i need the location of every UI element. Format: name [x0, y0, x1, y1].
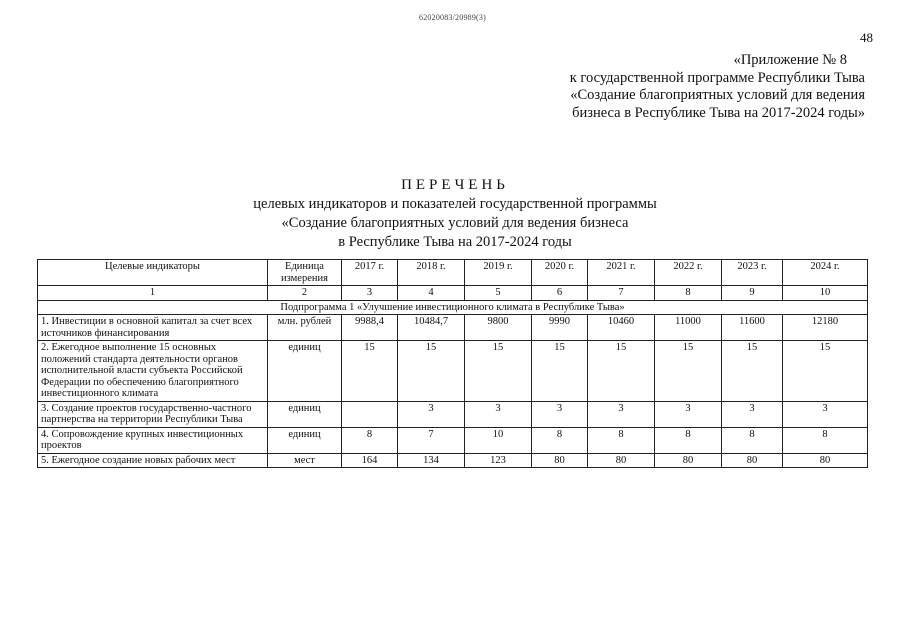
value-cell: 8	[342, 427, 398, 453]
value-cell: 3	[588, 401, 655, 427]
value-cell: 15	[783, 341, 868, 402]
indicator-cell: 5. Ежегодное создание новых рабочих мест	[38, 453, 268, 468]
table-row	[38, 401, 868, 427]
value-cell: 164	[342, 453, 398, 468]
value-cell: 3	[655, 401, 722, 427]
value-cell: 3	[722, 401, 783, 427]
index-cell: 4	[398, 286, 465, 301]
unit-cell: мест	[268, 453, 342, 468]
indicator-cell: 4. Сопровождение крупных инвестиционных проектов	[38, 427, 268, 453]
header-cell: 2023 г.	[722, 260, 783, 286]
value-cell: 8	[532, 427, 588, 453]
value-cell	[342, 401, 398, 427]
value-cell: 80	[655, 453, 722, 468]
page-number: 48	[860, 30, 873, 45]
value-cell: 3	[398, 401, 465, 427]
index-cell: 7	[588, 286, 655, 301]
value-cell: 9990	[532, 315, 588, 341]
value-cell: 3	[465, 401, 532, 427]
value-cell: 12180	[783, 315, 868, 341]
header-cell: 2018 г.	[398, 260, 465, 286]
value-cell: 80	[783, 453, 868, 468]
value-cell: 8	[655, 427, 722, 453]
header-cell: Целевые индикаторы	[38, 260, 268, 286]
value-cell: 7	[398, 427, 465, 453]
annex-line: бизнеса в Республике Тыва на 2017-2024 годы»	[572, 104, 865, 121]
index-cell: 2	[268, 286, 342, 301]
value-cell: 11600	[722, 315, 783, 341]
unit-cell: млн. рублей	[268, 315, 342, 341]
value-cell: 8	[588, 427, 655, 453]
annex-line: к государственной программе Республики Тыва	[569, 69, 865, 86]
header-cell: 2019 г.	[465, 260, 532, 286]
header-row	[38, 260, 868, 286]
value-cell: 11000	[655, 315, 722, 341]
subprogram-row	[38, 300, 868, 315]
value-cell: 80	[588, 453, 655, 468]
header-cell: 2021 г.	[588, 260, 655, 286]
value-cell: 15	[722, 341, 783, 402]
indicator-rows	[38, 315, 868, 468]
value-cell: 134	[398, 453, 465, 468]
column-index-row	[38, 286, 868, 301]
index-cell: 1	[38, 286, 268, 301]
index-cell: 9	[722, 286, 783, 301]
heading-line: «Создание благоприятных условий для ведения бизнеса	[281, 215, 629, 231]
value-cell: 3	[532, 401, 588, 427]
unit-cell: единиц	[268, 341, 342, 402]
table-row	[38, 427, 868, 453]
value-cell: 80	[532, 453, 588, 468]
annex-line: «Создание благоприятных условий для ведения	[570, 87, 865, 103]
value-cell: 15	[398, 341, 465, 402]
unit-cell: единиц	[268, 401, 342, 427]
indicator-cell: 3. Создание проектов государственно-частного партнерства на территории Республики Тыва	[38, 401, 268, 427]
indicator-cell: 1. Инвестиции в основной капитал за счет всех источников финансирования	[38, 315, 268, 341]
index-cell: 6	[532, 286, 588, 301]
value-cell: 15	[465, 341, 532, 402]
indicator-cell: 2. Ежегодное выполнение 15 основных положений стандарта деятельности органов исполнительной власти субъекта Российской Федерации по обеспечению благоприятного инвестиционного климата	[38, 341, 268, 402]
value-cell: 80	[722, 453, 783, 468]
heading-title: ПЕРЕЧЕНЬ	[401, 177, 509, 193]
indicators-table	[37, 259, 868, 468]
value-cell: 10	[465, 427, 532, 453]
heading-line: в Республике Тыва на 2017-2024 годы	[338, 234, 572, 250]
index-cell: 10	[783, 286, 868, 301]
value-cell: 15	[655, 341, 722, 402]
value-cell: 9800	[465, 315, 532, 341]
value-cell: 10484,7	[398, 315, 465, 341]
header-cell: Единица измерения	[268, 260, 342, 286]
value-cell: 123	[465, 453, 532, 468]
header-cell: 2024 г.	[783, 260, 868, 286]
unit-cell: единиц	[268, 427, 342, 453]
index-cell: 8	[655, 286, 722, 301]
document-code: 62020083/20989(3)	[419, 13, 486, 22]
value-cell: 15	[588, 341, 655, 402]
table-row	[38, 453, 868, 468]
document-heading	[160, 175, 750, 252]
value-cell: 8	[722, 427, 783, 453]
header-cell: 2020 г.	[532, 260, 588, 286]
index-cell: 5	[465, 286, 532, 301]
table-row	[38, 315, 868, 341]
annex-title: «Приложение № 8	[733, 52, 847, 68]
header-cell: 2022 г.	[655, 260, 722, 286]
index-cell: 3	[342, 286, 398, 301]
table-row	[38, 341, 868, 402]
annex-block	[505, 52, 865, 122]
value-cell: 8	[783, 427, 868, 453]
heading-line: целевых индикаторов и показателей государственной программы	[253, 196, 657, 212]
value-cell: 9988,4	[342, 315, 398, 341]
subprogram-title: Подпрограмма 1 «Улучшение инвестиционного климата в Республике Тыва»	[38, 300, 868, 315]
value-cell: 3	[783, 401, 868, 427]
header-cell: 2017 г.	[342, 260, 398, 286]
value-cell: 15	[532, 341, 588, 402]
value-cell: 15	[342, 341, 398, 402]
value-cell: 10460	[588, 315, 655, 341]
